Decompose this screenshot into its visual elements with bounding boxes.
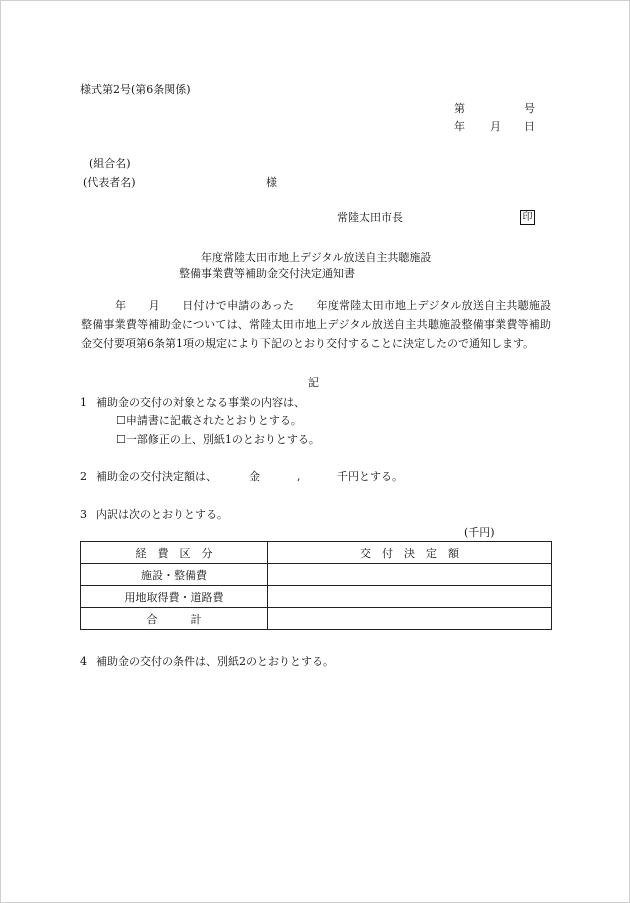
number-suffix: 号: [524, 102, 535, 115]
item2-text: 補助金の交付決定額は、: [96, 470, 217, 483]
union-label: (組合名): [89, 157, 131, 170]
breakdown-table: [80, 541, 552, 630]
item3-text: 内訳は次のとおりとする。: [96, 508, 228, 521]
item1-option2: ☐一部修正の上、別紙1のとおりとする。: [116, 433, 320, 446]
table-row: [81, 564, 552, 586]
date-month: 月: [490, 120, 501, 133]
item2-kin: 金: [249, 470, 260, 483]
seal-stamp: 印: [520, 210, 535, 225]
header-amount: 交 付 決 定 額: [268, 542, 552, 564]
item1-text: 補助金の交付の対象となる事業の内容は、: [96, 396, 305, 409]
issuer-name: 常陸太田市長: [337, 211, 403, 224]
item4-number: 4: [80, 655, 87, 668]
row-amount: [268, 586, 552, 608]
date-year: 年: [454, 120, 465, 133]
table-row: [81, 608, 552, 630]
item4-text: 補助金の交付の条件は、別紙2のとおりとする。: [96, 655, 334, 668]
row-category: 合 計: [81, 608, 268, 630]
body-text: 日付けで申請のあった 年度常陸太田市地上デジタル放送自主共聴施設整備事業費等補助金については、常陸太田市地上デジタル放送自主共聴施設整備事業費等補助金交付要項第6条第1項の規定により下記のとおり交付することに決定したので通知します。: [81, 299, 552, 350]
item3-number: 3: [80, 508, 87, 521]
ki-heading: 記: [308, 376, 319, 389]
body-paragraph: [81, 296, 551, 353]
item1-number: 1: [80, 396, 87, 409]
title-line2: 整備事業費等補助金交付決定通知書: [179, 267, 355, 280]
row-category: 用地取得費・道路費: [81, 586, 268, 608]
seal-mark: [520, 210, 535, 225]
header-category: 経 費 区 分: [81, 542, 268, 564]
row-category: 施設・整備費: [81, 564, 268, 586]
date-day: 日: [524, 120, 535, 133]
title-line1: 年度常陸太田市地上デジタル放送自主共聴施設: [201, 251, 432, 264]
item1-option1: ☐申請書に記載されたとおりとする。: [116, 414, 302, 427]
row-amount: [268, 564, 552, 586]
body-year: 年: [115, 299, 127, 312]
row-amount: [268, 608, 552, 630]
item2-comma: ,: [297, 470, 301, 483]
unit-label: (千円): [464, 526, 495, 539]
number-prefix: 第: [454, 102, 465, 115]
item2-tail: 千円とする。: [337, 470, 403, 483]
representative-label: (代表者名): [83, 176, 136, 189]
body-month: 月: [148, 299, 160, 312]
table-row: [81, 586, 552, 608]
item2-number: 2: [80, 470, 87, 483]
table-header-row: [81, 542, 552, 564]
form-label: 様式第2号(第6条関係): [80, 83, 191, 96]
honorific: 様: [266, 176, 277, 189]
